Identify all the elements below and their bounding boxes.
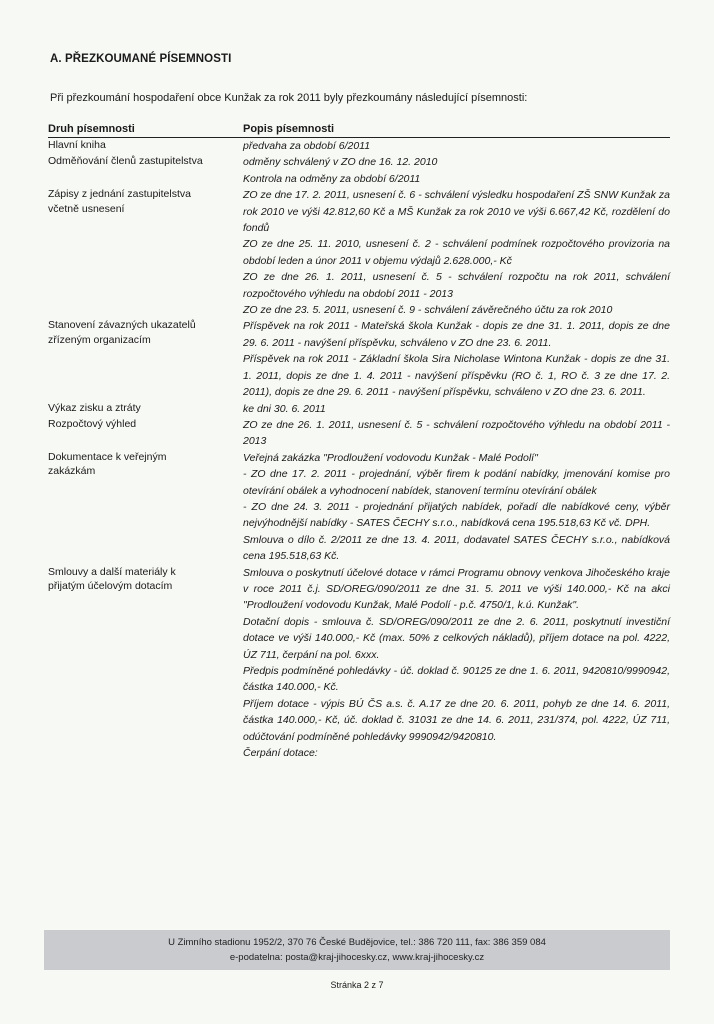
document-type-cell — [48, 565, 243, 762]
document-type-line: Výkaz zisku a ztráty — [48, 401, 141, 414]
document-type-cell — [48, 154, 243, 187]
footer-contact: e-podatelna: posta@kraj-jihocesky.cz, www.kraj-jihocesky.cz — [229, 952, 485, 963]
description-paragraph: ZO ze dne 26. 1. 2011, usnesení č. 5 - schválení rozpočtu na rok 2011, schválení rozpočtového výhledu na období 2011 - 2013 — [243, 271, 670, 300]
document-type-line: přijatým účelovým dotacím — [48, 579, 173, 592]
description-paragraph: Dotační dopis - smlouva č. SD/OREG/090/2011 ze dne 2. 6. 2011, poskytnutí investiční dotace ve výši 140.000,- Kč (max. 50% z celkových nákladů), příjem dotace na pol. 4222, ÚZ 711, čerpání na pol. 6xxx. — [243, 615, 670, 661]
document-type-line: Zápisy z jednání zastupitelstva — [48, 188, 191, 201]
table-body — [48, 138, 670, 761]
footer-band — [44, 930, 670, 970]
description-paragraph: předvaha za období 6/2011 — [243, 140, 371, 152]
table-row — [48, 401, 670, 417]
document-type-line: Stanovení závazných ukazatelů — [48, 319, 196, 332]
table-row — [48, 450, 670, 565]
documents-table — [48, 123, 670, 761]
document-type-cell — [48, 138, 243, 154]
document-description-cell — [243, 187, 670, 318]
description-paragraph: Příspěvek na rok 2011 - Základní škola Sira Nicholase Wintona Kunžak - dopis ze dne 31. 1. 2011, dopis ze dne 1. 4. 2011 - navýšení příspěvku (RO č. 1, RO č. 3 ze dne 17. 2. 2011), dopis ze dne 29. 6. 2011 - navýšení příspěvku, schváleno v ZO dne 23. 6. 2011. — [243, 353, 670, 399]
table-row — [48, 565, 670, 762]
document-description-cell — [243, 565, 670, 762]
description-paragraph: ZO ze dne 17. 2. 2011, usnesení č. 6 - schválení výsledku hospodaření ZŠ SNW Kunžak za rok 2010 ve výši 42.812,60 Kč a MŠ Kunžak za rok 2010 ve výši 6.667,42 Kč, rozdělení do fondů — [243, 189, 670, 235]
description-paragraph: ZO ze dne 23. 5. 2011, usnesení č. 9 - schválení závěrečného účtu za rok 2010 — [243, 304, 613, 317]
description-paragraph: odměny schválený v ZO dne 16. 12. 2010 — [243, 156, 438, 169]
description-paragraph: - ZO dne 17. 2. 2011 - projednání, výběr firem k podání nabídky, jmenování komise pro otevírání obálek a vyhodnocení nabídek, stanovení termínu otevírání obálek — [243, 468, 670, 497]
header-description: Popis písemnosti — [243, 123, 335, 135]
document-type-line: Odměňování členů zastupitelstva — [48, 155, 203, 168]
document-type-line: zřízeným organizacím — [48, 333, 151, 346]
document-type-cell — [48, 318, 243, 400]
document-type-line: Hlavní kniha — [48, 139, 106, 151]
footer-address: U Zimního stadionu 1952/2, 370 76 České Budějovice, tel.: 386 720 111, fax: 386 359 084 — [168, 937, 546, 948]
document-type-line: Rozpočtový výhled — [48, 417, 137, 430]
table-row — [48, 154, 670, 187]
description-paragraph: - ZO dne 24. 3. 2011 - projednání přijatých nabídek, pořadí dle nabídkové ceny, výběr nejvýhodnější nabídky - SATES ČECHY s.r.o., nabídková cena 195.518,63 Kč vč. DPH. — [243, 500, 670, 530]
table-header — [48, 123, 670, 138]
document-description-cell — [243, 154, 670, 187]
page-number: Stránka 2 z 7 — [330, 980, 384, 990]
description-paragraph: Veřejná zakázka "Prodloužení vodovodu Kunžak - Malé Podolí" — [243, 451, 538, 464]
table-row — [48, 138, 670, 154]
document-type-cell — [48, 187, 243, 318]
table-row — [48, 417, 670, 450]
table-row — [48, 318, 670, 400]
document-type-cell — [48, 450, 243, 565]
document-type-line: Dokumentace k veřejným — [48, 450, 167, 463]
description-paragraph: ZO ze dne 26. 1. 2011, usnesení č. 5 - schválení rozpočtového výhledu na období 2011 - 2013 — [243, 418, 670, 448]
intro-text: Při přezkoumání hospodaření obce Kunžak za rok 2011 byly přezkoumány následující písemnosti: — [50, 92, 528, 104]
description-paragraph: Čerpání dotace: — [243, 747, 318, 760]
header-type: Druh písemnosti — [48, 123, 135, 135]
description-paragraph: Příjem dotace - výpis BÚ ČS a.s. č. A.17 ze dne 20. 6. 2011, pohyb ze dne 14. 6. 2011, částka 140.000,- Kč, úč. doklad č. 31031 ze dne 14. 6. 2011, 231/374, pol. 4222, ÚZ 711, odúčtování podmíněné pohledávky 9990942/9420810. — [243, 697, 670, 743]
document-type-line: Smlouvy a další materiály k — [48, 565, 176, 578]
document-description-cell — [243, 138, 670, 154]
document-type-cell — [48, 417, 243, 450]
document-description-cell — [243, 417, 670, 450]
description-paragraph: Smlouva o poskytnutí účelové dotace v rámci Programu obnovy venkova Jihočeského kraje v roce 2011 č.j. SD/OREG/090/2011 ze dne 31. 5. 2011 ve výši 140.000,- Kč na akci "Prodloužení vodovodu Kunžak, Malé Podolí - p.č. 4750/1, k.ú. Kunžak". — [243, 566, 670, 612]
description-paragraph: ke dni 30. 6. 2011 — [243, 402, 326, 415]
description-paragraph: Smlouva o dílo č. 2/2011 ze dne 13. 4. 2011, dodavatel SATES ČECHY s.r.o., nabídková cena 195.518,63 Kč. — [243, 533, 670, 563]
document-type-line: včetně usnesení — [48, 202, 125, 215]
document-type-line: zakázkám — [48, 465, 96, 478]
description-paragraph: Příspěvek na rok 2011 - Mateřská škola Kunžak - dopis ze dne 31. 1. 2011, dopis ze dne 29. 6. 2011 - navýšení příspěvku, schváleno v ZO dne 23. 6. 2011. — [243, 320, 670, 349]
document-description-cell — [243, 318, 670, 400]
document-description-cell — [243, 450, 670, 565]
description-paragraph: Předpis podmíněné pohledávky - úč. doklad č. 90125 ze dne 1. 6. 2011, 9420810/9990942, částka 140.000,- Kč. — [243, 665, 670, 694]
description-paragraph: Kontrola na odměny za období 6/2011 — [243, 172, 421, 185]
document-type-cell — [48, 401, 243, 417]
table-row — [48, 187, 670, 318]
section-heading: A. PŘEZKOUMANÉ PÍSEMNOSTI — [50, 53, 232, 65]
description-paragraph: ZO ze dne 25. 11. 2010, usnesení č. 2 - schválení podmínek rozpočtového provizoria na období leden a únor 2011 v objemu výdajů 2.628.000,- Kč — [243, 238, 670, 267]
document-description-cell — [243, 401, 670, 417]
